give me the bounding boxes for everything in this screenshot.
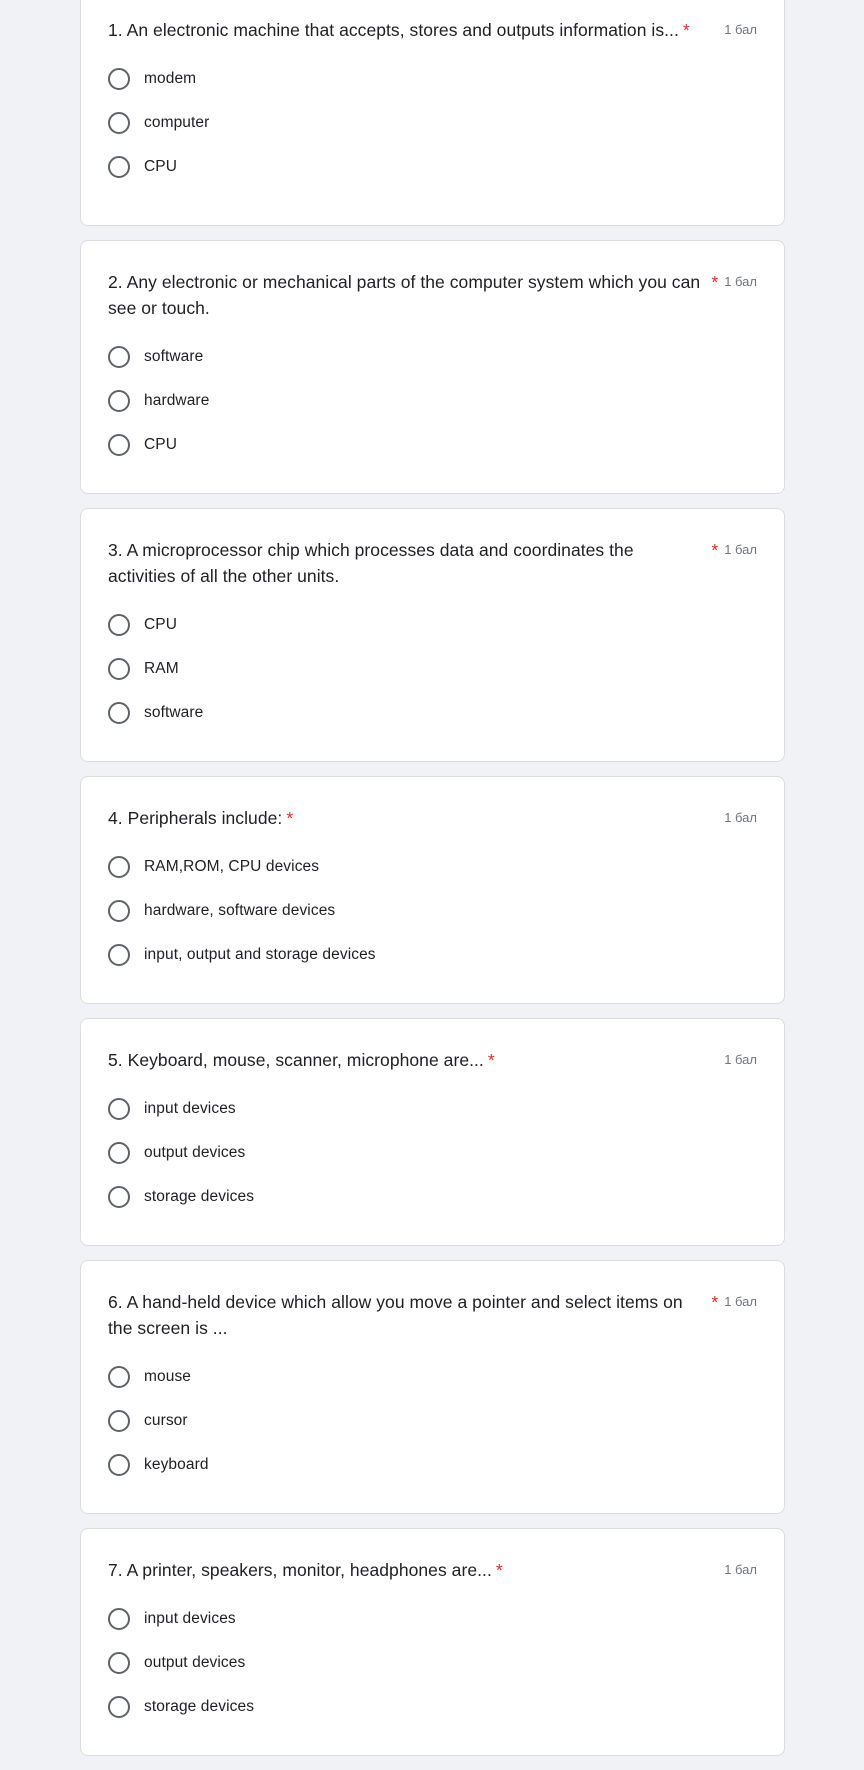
option-label: keyboard xyxy=(144,1456,209,1473)
option-label: software xyxy=(144,704,204,721)
option-label: CPU xyxy=(144,158,178,175)
question-card-5 xyxy=(80,1018,785,1246)
required-asterisk: * xyxy=(487,1050,495,1070)
option-storage-devices[interactable] xyxy=(108,1175,757,1219)
question-header xyxy=(108,17,757,43)
radio-button[interactable] xyxy=(108,658,130,680)
option-label: mouse xyxy=(144,1368,192,1385)
radio-button[interactable] xyxy=(108,434,130,456)
radio-button[interactable] xyxy=(108,1454,130,1476)
option-label: output devices xyxy=(144,1144,246,1161)
question-points: 1 бал xyxy=(724,1052,757,1067)
required-asterisk: * xyxy=(286,808,294,828)
radio-button[interactable] xyxy=(108,1142,130,1164)
option-hardware[interactable] xyxy=(108,379,757,423)
question-card-2 xyxy=(80,240,785,494)
option-output-devices[interactable] xyxy=(108,1131,757,1175)
option-cpu[interactable] xyxy=(108,145,757,189)
option-label: CPU xyxy=(144,616,178,633)
option-label: RAM xyxy=(144,660,179,677)
question-header xyxy=(108,1289,757,1341)
options-list xyxy=(108,1583,757,1729)
option-mouse[interactable] xyxy=(108,1355,757,1399)
option-input-devices[interactable] xyxy=(108,1597,757,1641)
question-title: 7. A printer, speakers, monitor, headphones are... * xyxy=(108,1560,503,1580)
options-list xyxy=(108,1341,757,1487)
options-list xyxy=(108,321,757,467)
radio-button[interactable] xyxy=(108,1696,130,1718)
radio-button[interactable] xyxy=(108,156,130,178)
question-card-1 xyxy=(80,0,785,226)
radio-button[interactable] xyxy=(108,1098,130,1120)
question-card-7 xyxy=(80,1528,785,1756)
radio-button[interactable] xyxy=(108,900,130,922)
radio-button[interactable] xyxy=(108,702,130,724)
question-title: 1. An electronic machine that accepts, stores and outputs information is... * xyxy=(108,20,690,40)
option-ram-rom-cpu[interactable] xyxy=(108,845,757,889)
option-software[interactable] xyxy=(108,691,757,735)
question-card-4 xyxy=(80,776,785,1004)
option-label: storage devices xyxy=(144,1188,255,1205)
option-keyboard[interactable] xyxy=(108,1443,757,1487)
option-label: hardware xyxy=(144,392,210,409)
radio-button[interactable] xyxy=(108,1608,130,1630)
option-hardware-software[interactable] xyxy=(108,889,757,933)
option-label: modem xyxy=(144,70,197,87)
radio-button[interactable] xyxy=(108,390,130,412)
radio-button[interactable] xyxy=(108,856,130,878)
question-title: 5. Keyboard, mouse, scanner, microphone are... * xyxy=(108,1050,495,1070)
radio-button[interactable] xyxy=(108,346,130,368)
radio-button[interactable] xyxy=(108,944,130,966)
option-label: storage devices xyxy=(144,1698,255,1715)
question-points: 1 бал xyxy=(724,1562,757,1577)
option-modem[interactable] xyxy=(108,57,757,101)
option-software[interactable] xyxy=(108,335,757,379)
question-header xyxy=(108,1047,757,1073)
question-card-6 xyxy=(80,1260,785,1514)
option-output-devices[interactable] xyxy=(108,1641,757,1685)
option-label: input devices xyxy=(144,1610,236,1627)
radio-button[interactable] xyxy=(108,68,130,90)
question-title: 6. A hand-held device which allow you move a pointer and select items on the screen is ... xyxy=(108,1292,683,1338)
option-input-devices[interactable] xyxy=(108,1087,757,1131)
option-label: CPU xyxy=(144,436,178,453)
question-header xyxy=(108,269,757,321)
option-label: RAM,ROM, CPU devices xyxy=(144,858,320,875)
question-header xyxy=(108,1557,757,1583)
radio-button[interactable] xyxy=(108,614,130,636)
option-label: cursor xyxy=(144,1412,188,1429)
radio-button[interactable] xyxy=(108,1410,130,1432)
option-computer[interactable] xyxy=(108,101,757,145)
radio-button[interactable] xyxy=(108,1652,130,1674)
option-label: software xyxy=(144,348,204,365)
options-list xyxy=(108,1073,757,1219)
option-ram[interactable] xyxy=(108,647,757,691)
required-asterisk: * xyxy=(495,1560,503,1580)
radio-button[interactable] xyxy=(108,1366,130,1388)
option-cursor[interactable] xyxy=(108,1399,757,1443)
form-questions xyxy=(80,0,785,1770)
option-input-output-storage[interactable] xyxy=(108,933,757,977)
question-card-3 xyxy=(80,508,785,762)
option-label: input devices xyxy=(144,1100,236,1117)
question-title: 2. Any electronic or mechanical parts of the computer system which you can see or touch. xyxy=(108,272,701,318)
question-points: 1 бал xyxy=(724,274,757,289)
option-label: input, output and storage devices xyxy=(144,946,376,963)
option-cpu[interactable] xyxy=(108,423,757,467)
question-header xyxy=(108,537,757,589)
required-asterisk: * xyxy=(711,1292,719,1312)
required-asterisk: * xyxy=(711,540,719,560)
question-title: 4. Peripherals include: * xyxy=(108,808,294,828)
option-cpu[interactable] xyxy=(108,603,757,647)
question-points: 1 бал xyxy=(724,810,757,825)
option-label: computer xyxy=(144,114,210,131)
question-points: 1 бал xyxy=(724,542,757,557)
options-list xyxy=(108,43,757,189)
required-asterisk: * xyxy=(682,20,690,40)
radio-button[interactable] xyxy=(108,112,130,134)
radio-button[interactable] xyxy=(108,1186,130,1208)
options-list xyxy=(108,589,757,735)
question-points: 1 бал xyxy=(724,1294,757,1309)
question-title: 3. A microprocessor chip which processes data and coordinates the activities of all the other units. xyxy=(108,540,634,586)
option-label: output devices xyxy=(144,1654,246,1671)
option-label: hardware, software devices xyxy=(144,902,336,919)
option-storage-devices[interactable] xyxy=(108,1685,757,1729)
question-points: 1 бал xyxy=(724,22,757,37)
question-header xyxy=(108,805,757,831)
options-list xyxy=(108,831,757,977)
required-asterisk: * xyxy=(711,272,719,292)
